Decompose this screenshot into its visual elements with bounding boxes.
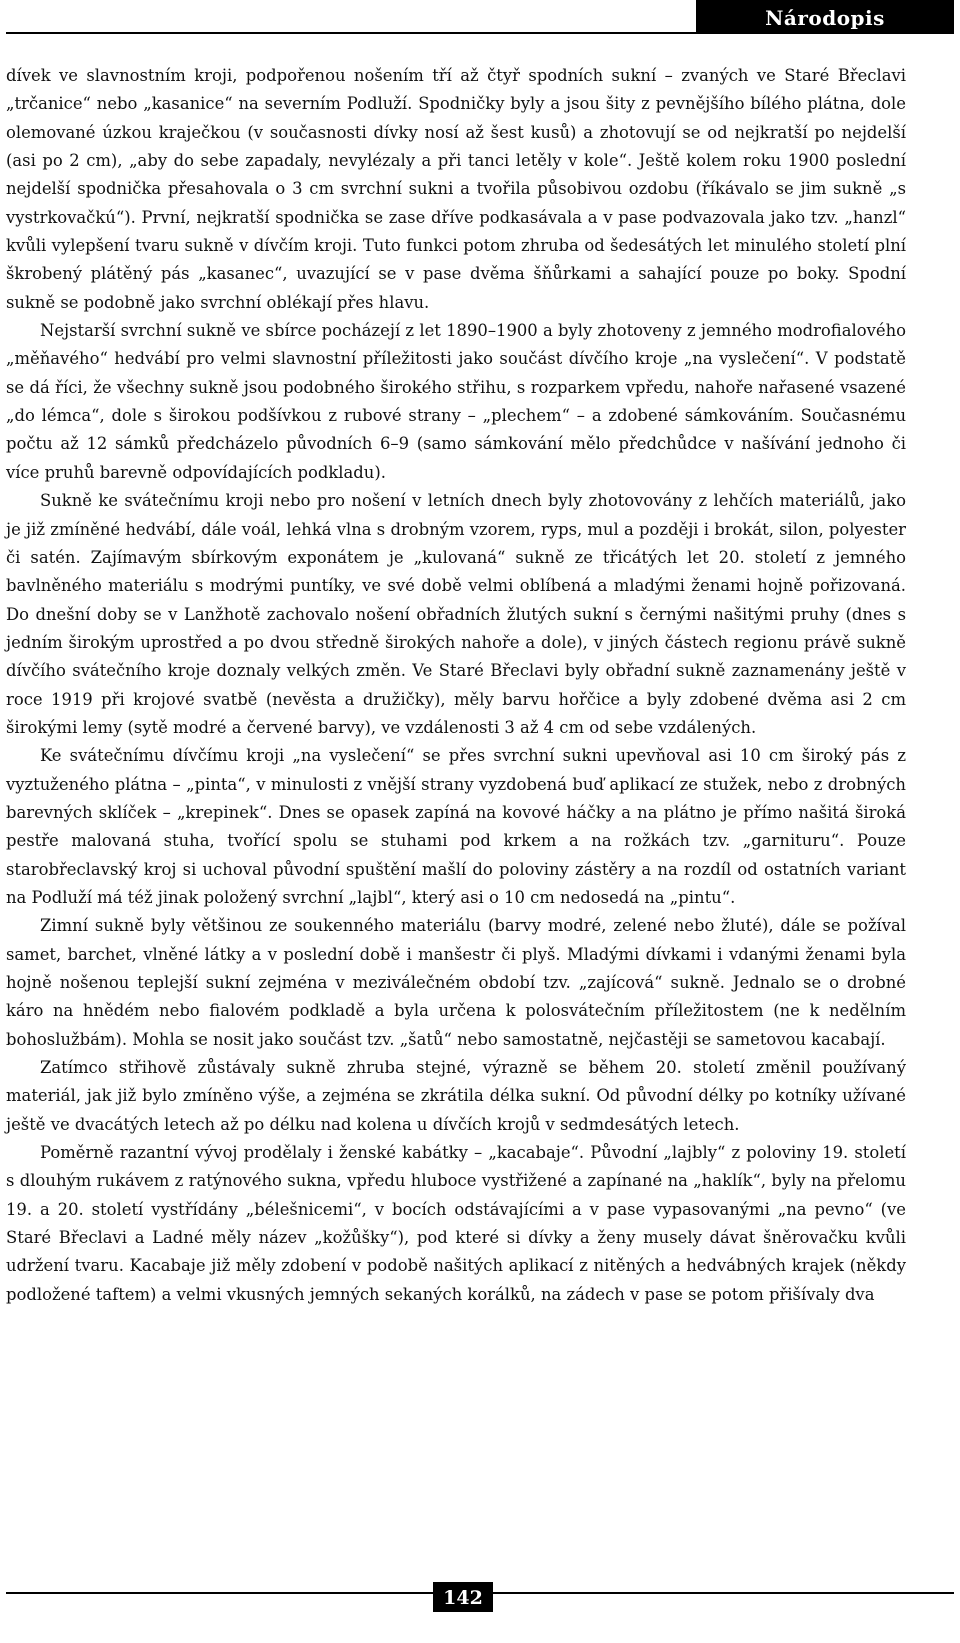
paragraph-3: Sukně ke svátečnímu kroji nebo pro nošení v letních dnech byly zhotovovány z lehčích materiálů, jako je již zmíněné hedvábí, dále voál, lehká vlna s drobným vzorem, ryps, mul a později i brokát, silon, polyester či satén. Zajímavým sbírkovým exponátem je „kulovaná“ sukně ze třicátých let 20. století z jemného bavlněného materiálu s modrými puntíky, ve své době velmi oblíbená a mladými ženami hojně pořizovaná. Do dnešní doby se v Lanžhotě zachovalo nošení obřadních žlutých sukní s černými našitými pruhy (dnes s jedním širokým uprostřed a po dvou středně širokých nahoře a dole), v jiných částech regionu právě sukně dívčího svátečního kroje doznaly velkých změn. Ve Staré Břeclavi byly obřadní sukně zaznamenány ještě v roce 1919 při krojové svatbě (nevěsta a družičky), měly barvu hořčice a byly zdobené dvěma asi 2 cm širokými lemy (sytě modré a červené barvy), ve vzdálenosti 3 až 4 cm od sebe vzdálených. [6, 491, 906, 737]
section-title: Národopis [696, 0, 954, 34]
page-number: 142 [433, 1582, 493, 1612]
paragraph-1: dívek ve slavnostním kroji, podpořenou nošením tří až čtyř spodních suknı́ – zvaných ve Staré Břeclavi „trčanice“ nebo „kasanice“ na severním Podluží. Spodničky byly a jsou šity z pevnějšího bílého plátna, dole olemované úzkou kraječkou (v současnosti dívky nosí až šest kusů) a zhotovují se od nejkratší po nejdelší (asi po 2 cm), „aby do sebe zapadaly, nevylézaly a při tanci letěly v kole“. Ještě kolem roku 1900 poslední nejdelší spodnička přesahovala o 3 cm svrchní sukni a tvořila působivou ozdobu (říkávalo se jim sukně „s vystrkovačkú“). První, nejkratší spodnička se zase dříve podkasávala a v pase podvazovala jako tzv. „hanzl“ kvůli vylepšení tvaru sukně v dívčím kroji. Tuto funkci potom zhruba od šedesátých let minulého století plní škrobený plátěný pás „kasanec“, uvazující se v pase dvěma šňůrkami a sahající pouze po boky. Spodní sukně se podobně jako svrchní oblékají přes hlavu. [6, 66, 906, 312]
paragraph-4: Ke svátečnímu dívčímu kroji „na vyslečení“ se přes svrchní sukni upevňoval asi 10 cm široký pás z vyztuženého plátna – „pinta“, v minulosti z vnější strany vyzdobená buď aplikací ze stužek, nebo z drobných barevných sklíček – „krepinek“. Dnes se opasek zapíná na kovové háčky a na plátno je přímo našitá široká pestře malovaná stuha, tvořící spolu se stuhami pod krkem a na rožkách tzv. „garnituru“. Pouze starobřeclavský kroj si uchoval původní spuštění mašlí do poloviny zástěry a na rozdíl od ostatních variant na Podluží má též jinak položený svrchní „lajbl“, který asi o 10 cm nedosedá na „pintu“. [6, 746, 906, 907]
paragraph-6: Zatímco střihově zůstávaly sukně zhruba stejné, výrazně se během 20. století změnil používaný materiál, jak již bylo zmíněno výše, a zejména se zkrátila délka sukní. Od původní délky po kotníky užívané ještě ve dvacátých letech až po délku nad kolena u dívčích krojů v sedmdesátých letech. [6, 1058, 906, 1134]
article-body [6, 62, 906, 1309]
paragraph-7: Poměrně razantní vývoj prodělaly i ženské kabátky – „kacabaje“. Původní „lajbly“ z poloviny 19. století s dlouhým rukávem z ratýnového sukna, vpředu hluboce vystřižené a zapínané na „haklík“, byly na přelomu 19. a 20. století vystřídány „bélešnicemi“, v bocích odstávajícími a v pase vypasovanými „na pevno“ (ve Staré Břeclavi a Ladné měly název „kožůšky“), pod které si dívky a ženy musely dávat šněrovačku kvůli udržení tvaru. Kacabaje již měly zdobení v podobě našitých aplikací z nitěných a hedvábných krajek (někdy podložené taftem) a velmi vkusných jemných sekaných korálků, na zádech v pase se potom přišívaly dva [6, 1143, 906, 1304]
paragraph-2: Nejstarší svrchní sukně ve sbírce pocházejí z let 1890–1900 a byly zhotoveny z jemného modrofialového „měňavého“ hedvábí pro velmi slavnostní příležitosti jako součást dívčího kroje „na vyslečení“. V podstatě se dá říci, že všechny sukně jsou podobného širokého střihu, s rozparkem vpředu, nahoře nařasené vsazené „do lémca“, dole s širokou podšívkou z rubové strany – „plechem“ – a zdobené sámkováním. Současnému počtu až 12 sámků předcházelo původních 6–9 (samo sámkování mělo předchůdce v našívání jednoho či více pruhů barevně odpovídajících podkladu). [6, 321, 906, 482]
paragraph-5: Zimní sukně byly většinou ze soukenného materiálu (barvy modré, zelené nebo žluté), dále se požíval samet, barchet, vlněné látky a v poslední době i manšestr či plyš. Mladými dívkami i vdanými ženami byla hojně nošenou teplejší sukní zejména v meziválečném období tzv. „zajícová“ sukně. Jednalo se o drobné káro na hnědém nebo fialovém podkladě a byla určena k polosvátečním příležitostem (ne k nedělním bohoslužbám). Mohla se nosit jako součást tzv. „šatů“ nebo samostatně, nejčastěji se sametovou kacabají. [6, 916, 906, 1049]
